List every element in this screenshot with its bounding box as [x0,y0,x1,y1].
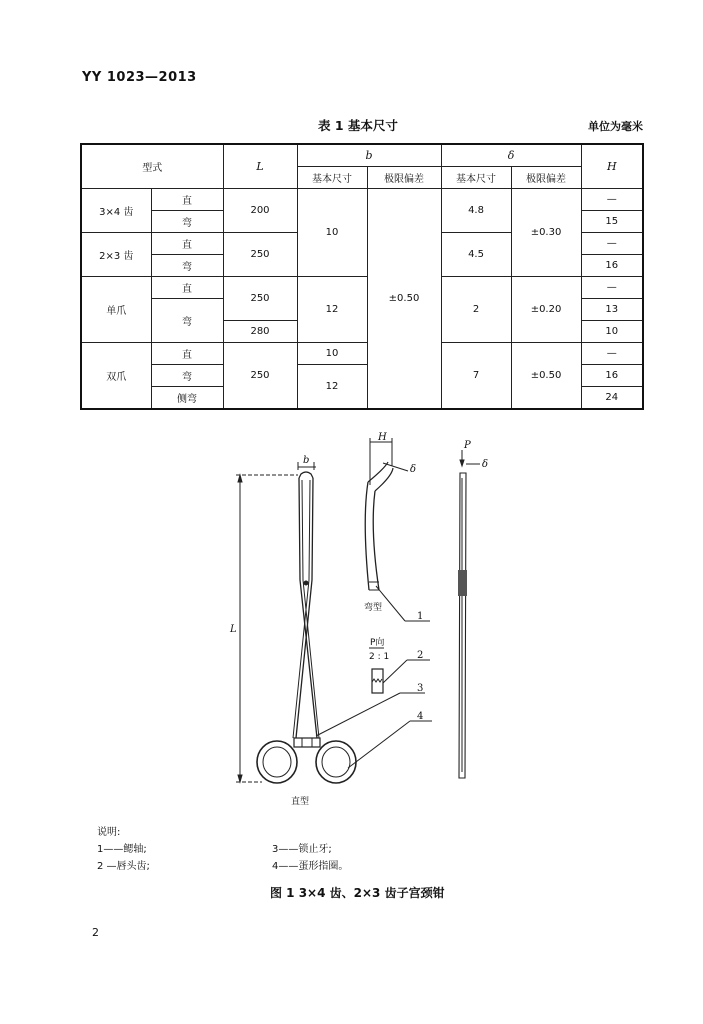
header-L: L [223,144,297,189]
subtype-curved: 弯 [151,255,223,277]
b-12: 12 [297,277,367,343]
standard-number: YY 1023—2013 [82,70,197,85]
header-b-tolerance: 极限偏差 [367,167,441,189]
H-row6: 13 [581,299,643,321]
dim-H: H [378,432,387,443]
b-10: 10 [297,189,367,277]
group-2x3: 2×3 齿 [81,233,151,277]
subtype-curved: 弯 [151,299,223,343]
subtype-curved: 弯 [151,211,223,233]
H-row7: 10 [581,321,643,343]
group-double-claw: 双爪 [81,343,151,410]
dim-P: P [464,440,471,451]
L-200: 200 [223,189,297,233]
delta-4-5: 4.5 [441,233,511,277]
L-280: 280 [223,321,297,343]
callout-1: 1 [417,611,424,622]
callout-3: 3 [417,683,424,694]
p-view-title: P向 [370,638,385,648]
curved-forceps [365,438,430,621]
legend-item-1: 1——鳃轴; [97,844,147,855]
header-b: b [297,144,441,167]
subtype-straight: 直 [151,277,223,299]
table-caption: 表 1 基本尺寸 [318,118,398,133]
straight-forceps [236,462,432,783]
delta-tol-020: ±0.20 [511,277,581,343]
H-row2: 15 [581,211,643,233]
H-row8: — [581,343,643,365]
H-row5: — [581,277,643,299]
callout-4: 4 [417,711,424,722]
H-row1: — [581,189,643,211]
dim-delta-curved: δ [410,464,417,475]
dim-b: b [303,455,310,466]
H-row10: 24 [581,387,643,410]
H-row3: — [581,233,643,255]
b-10: 10 [297,343,367,365]
subtype-side-curved: 侧弯 [151,387,223,410]
header-b-nominal: 基本尺寸 [297,167,367,189]
label-curved-type: 弯型 [364,603,383,613]
subtype-curved: 弯 [151,365,223,387]
side-view [458,450,480,778]
subtype-straight: 直 [151,233,223,255]
delta-tol-030: ±0.30 [511,189,581,277]
header-H: H [581,144,643,189]
header-type: 型式 [81,144,223,189]
H-row4: 16 [581,255,643,277]
dimension-table [80,143,644,410]
delta-4-8: 4.8 [441,189,511,233]
L-250: 250 [223,343,297,410]
dim-delta-side: δ [482,459,489,470]
delta-tol-050: ±0.50 [511,343,581,410]
group-3x4: 3×4 齿 [81,189,151,233]
delta-2: 2 [441,277,511,343]
legend-item-2: 2 —唇头齿; [97,861,150,872]
p-view-detail [369,648,430,693]
page-number: 2 [92,926,99,939]
b-12: 12 [297,365,367,410]
figure-caption: 图 1 3×4 齿、2×3 齿子宫颈钳 [270,886,445,900]
label-straight-type: 直型 [291,797,310,807]
delta-7: 7 [441,343,511,410]
legend-title: 说明: [97,827,121,838]
b-tolerance: ±0.50 [367,189,441,410]
subtype-straight: 直 [151,343,223,365]
legend-item-3: 3——锁止牙; [272,844,332,855]
header-delta: δ [441,144,581,167]
legend-item-4: 4——蛋形指圈。 [272,861,349,872]
group-single-claw: 单爪 [81,277,151,343]
header-delta-nominal: 基本尺寸 [441,167,511,189]
H-row9: 16 [581,365,643,387]
dim-L: L [230,624,237,635]
table-unit: 单位为毫米 [588,120,643,133]
callout-2: 2 [417,650,424,661]
L-250: 250 [223,277,297,321]
L-250: 250 [223,233,297,277]
subtype-straight: 直 [151,189,223,211]
header-delta-tolerance: 极限偏差 [511,167,581,189]
p-view-scale: 2 : 1 [369,652,390,662]
